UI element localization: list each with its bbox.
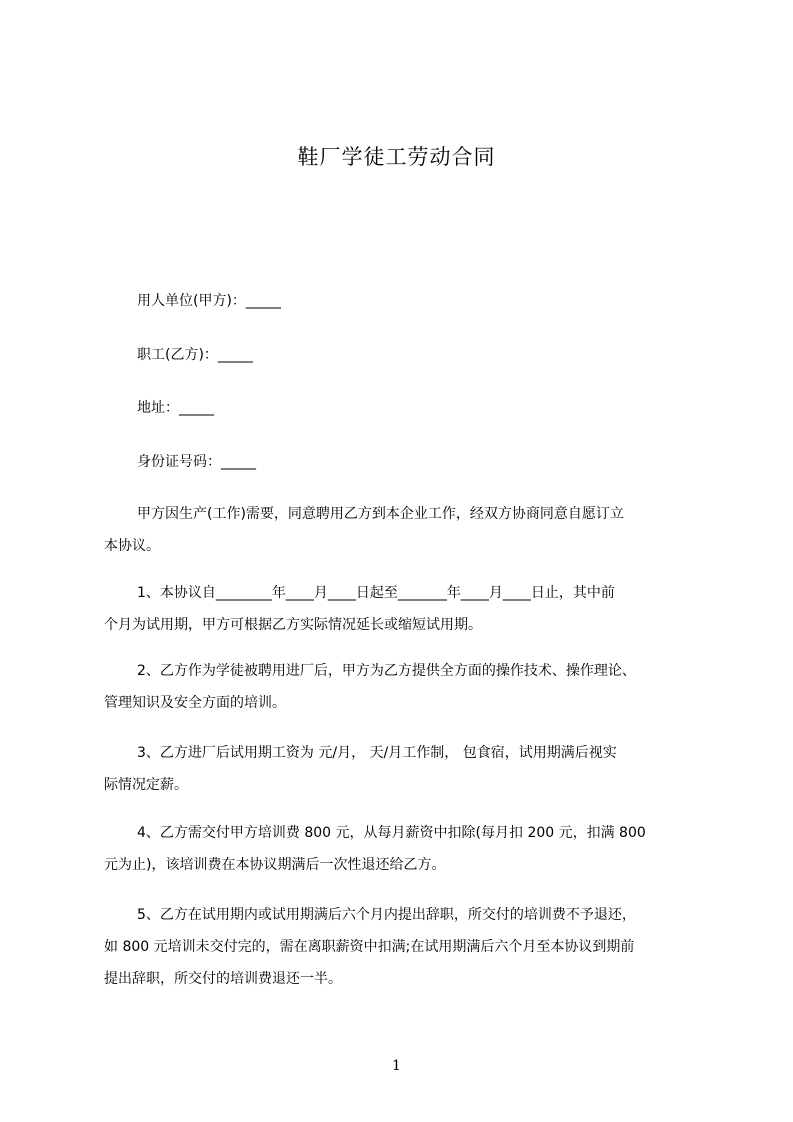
document-title: 鞋厂学徒工劳动合同 [297, 145, 496, 169]
paragraph-clause-5 [104, 899, 700, 995]
paragraph-clause-3 [104, 737, 700, 801]
paragraph-line: 个月为试用期，甲方可根据乙方实际情况延长或缩短试用期。 [104, 617, 482, 633]
paragraph-line: 管理知识及安全方面的培训。 [104, 695, 286, 711]
paragraph-line: 提出辞职，所交付的培训费退还一半。 [104, 971, 342, 987]
employee-field: 职工(乙方)：_____ [137, 347, 253, 363]
paragraph-line: 5、乙方在试用期内或试用期满后六个月内提出辞职，所交付的培训费不予退还， [137, 907, 636, 923]
paragraph-line: 如 800 元培训未交付完的，需在离职薪资中扣满;在试用期满后六个月至本协议到期前 [104, 939, 635, 955]
paragraph-line: 本协议。 [104, 538, 160, 554]
paragraph-line: 1、本协议自________年____月____日起至_______年____月____日止，其中前 [137, 585, 615, 601]
page-number: 1 [392, 1058, 401, 1074]
id-number-field: 身份证号码：_____ [137, 454, 256, 470]
paragraph-clause-1 [104, 577, 700, 641]
paragraph-line: 4、乙方需交付甲方培训费 800 元，从每月薪资中扣除(每月扣 200 元，扣满 800 [137, 825, 646, 841]
paragraph-line: 2、乙方作为学徒被聘用进厂后，甲方为乙方提供全方面的操作技术、操作理论、 [137, 663, 636, 679]
paragraph-line: 元为止)，该培训费在本协议期满后一次性退还给乙方。 [104, 857, 446, 873]
address-field: 地址：_____ [137, 400, 214, 416]
paragraph-line: 际情况定薪。 [104, 777, 188, 793]
paragraph-line: 3、乙方进厂后试用期工资为 元/月， 天/月工作制， 包食宿，试用期满后视实 [137, 745, 617, 761]
paragraph-clause-4 [104, 817, 700, 881]
employer-field: 用人单位(甲方)：_____ [137, 293, 281, 309]
paragraph-preamble [104, 498, 700, 562]
paragraph-line: 甲方因生产(工作)需要，同意聘用乙方到本企业工作，经双方协商同意自愿订立 [137, 506, 624, 522]
paragraph-clause-2 [104, 655, 700, 719]
